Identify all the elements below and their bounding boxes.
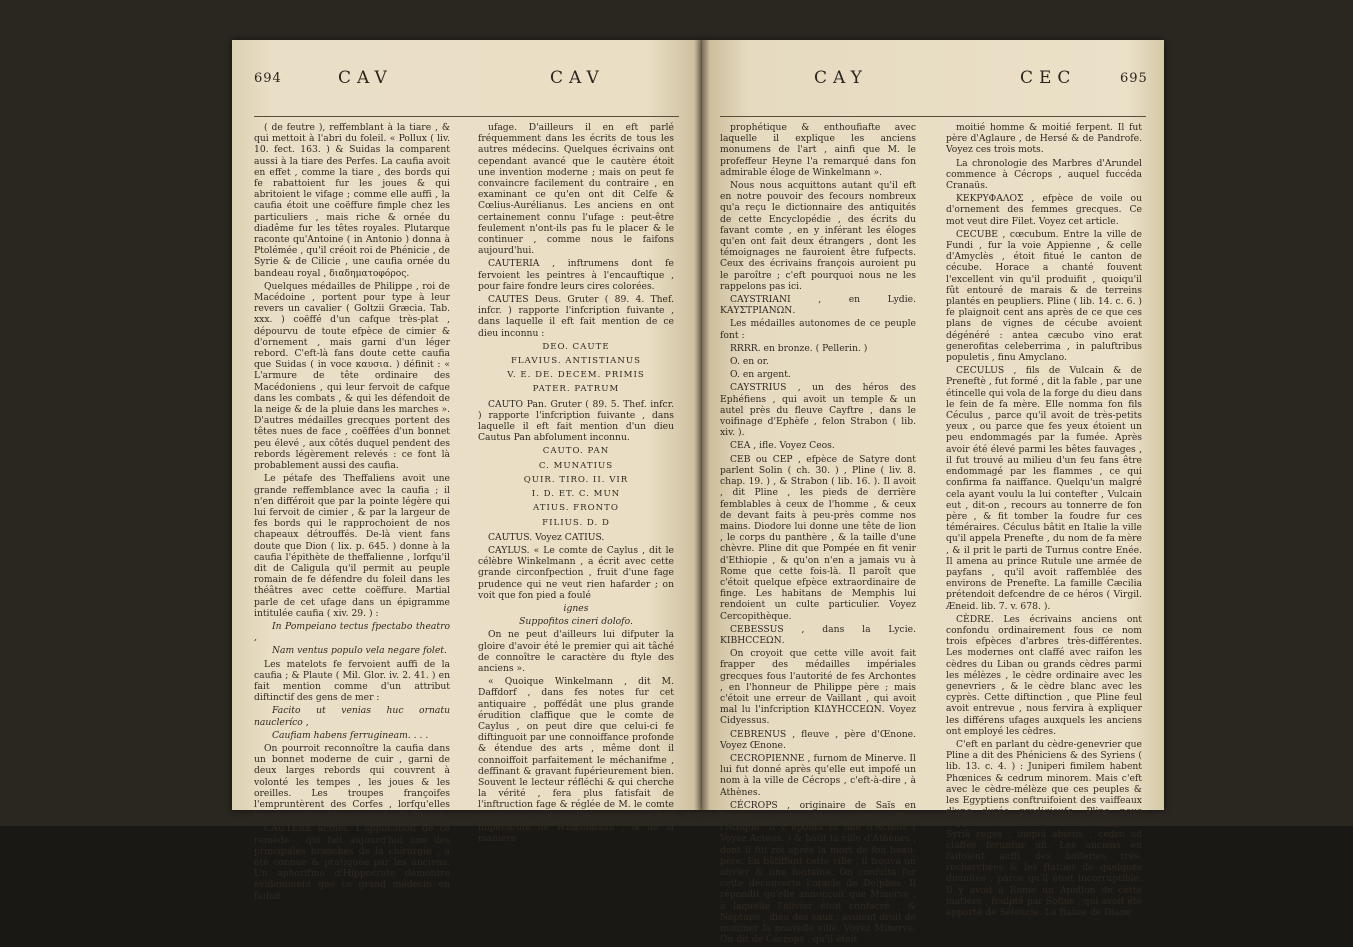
paragraph: ΚΕΚΡΥΦΑΛΟΣ , efpèce de voile ou d'ornement des femmes grecques. Ce mot veut dire Filet. Voyez cet article.	[946, 193, 1142, 227]
paragraph: CECULUS , fils de Vulcain & de Preneftè , fut formé , dit la fable , par une étincelle qui vola de la forge du dieu dans le fein de fa mère. Elle nomma fon fils Céculus , parce qu'il avoit de très-petits yeux , ou parce que fes yeux étoient un peu endommagés par la fumée. Après avoir été élevé parmi les bêtes fauvages , il fut trouvé au milieu d'un feu fans être endommagé par les flammes , ce qui confirma fa naiffance. Quelqu'un malgré cela ayant voulu la lui contefter , Vulcain eut , dit-on , recours au tonnerre de fon père , & fit tomber la foudre fur ces téméraires. Céculus bâtit en Italie la ville qu'il appela Prenefte , du nom de fa mère , & il prit le parti de Turnus contre Enée. Il amena au prince Rutule une armée de payfans , qu'il avoit raffemblée des environs de Prenefte. La famille Cæcilia prétendoit defcendre de ce héros ( Virgil. Æneid. lib. 7. v. 678. ).	[946, 365, 1142, 612]
paragraph: CAUTES Deus. Gruter ( 89. 4. Thef. infcr. ) rapporte l'infcription fuivante , dans laquelle il eft fait mention de ce dieu inconnu :	[478, 294, 674, 339]
right-running-head	[702, 68, 1164, 90]
paragraph: O. en or.	[730, 356, 769, 368]
inscription-line: ATIUS. FRONTO	[533, 503, 619, 514]
paragraph: CECROPIENNE , furnom de Minerve. Il lui fut donné après qu'elle eut impofé un nom à la ville de Cécrops , c'eft-à-dire , à Athènes.	[720, 752, 916, 798]
paragraph: CEBESSUS , dans la Lycie. ΚΙΒΗCCΕΩΝ.	[720, 623, 916, 646]
inscription-line: FLAVIUS. ANTISTIANUS	[510, 356, 642, 367]
right-column-2	[946, 122, 1142, 920]
paragraph: « Quoique Winkelmann , dit M. Daffdorf , dans fes notes fur cet antiquaire , poffédât une plus grande érudition claffique que le comte de Caylus , on peut dire que celui-ci fe diftinguoit par une connoiffance profonde & étendue des arts , même dont il connoiffoit parfaitement le méchanifme , deffinant & gravant fupérieurement bien. Souvent le lecteur réfléchi & qui cherche la vérité , fera plus fatisfait de l'inftruction fage & réglée de M. le comte de Caylus , que de l'infpiration par fois impétueufe de Winkelmann , & de la manière	[478, 676, 674, 844]
paragraph: CECUBE , cœcubum. Entre la ville de Fundi , fur la voie Appienne , & celle d'Amyclès , étoit fitué le canton de cécube. Horace a chanté fouvent l'excellent vin qu'il produifit , quoiqu'il fût entouré de marais & de terreins plantés en peupliers. Pline ( lib. 14. c. 6. ) fe plaignoit cent ans après de ce que ces plans de vignes de cécube avoient dégénéré : antea cæcubo vino erat generofitas celeberrima , in paluftribus populetis , finu Amyclano.	[946, 228, 1142, 364]
paragraph: CÈDRE. Les écrivains anciens ont confondu ordinairement fous ce nom trois efpèces d'arbres très-différentes. Les modernes ont claffé avec raifon les cèdres du Liban ou grands cèdres parmi les mélèzes , le cèdre ordinaire avec les genevriers , & le cèdre blanc avec les cyprès. Cette diftinction , que Pline feul avoit entrevue , nous fervira à expliquer les différens ufages auxquels les anciens ont employé les cèdres.	[946, 613, 1142, 737]
running-head-right-1: CAY	[814, 68, 868, 88]
paragraph: CEB ou CEP , efpèce de Satyre dont parlent Solin ( ch. 30. ) , Pline ( liv. 8. chap. 19. ) , & Strabon ( lib. 16. ). Il avoit , dit Pline , les pieds de derrière femblables à ceux de l'homme , & ceux de devant faits à peu-près comme nos mains. Diodore lui donne une tête de lion , le corps du panthère , & la taille d'une chèvre. Pline dit que Pompée en fit venir d'Ethiopie , & qu'on n'en a jamais vu à Rome que cette fois-là. Il paroît que c'étoit quelque efpèce extraordinaire de finge. Les habitans de Memphis lui rendoient un culte particulier. Voyez Cercopithèque.	[720, 453, 916, 622]
inscription-line: DEO. CAUTE	[542, 341, 610, 352]
verse-line: Caufiam habens ferrugineam. . . .	[272, 729, 429, 741]
left-column-1	[254, 122, 450, 904]
paragraph: Les matelots fe fervoient auffi de la caufia ; & Plaute ( Mil. Glor. iv. 2. 41. ) en fait mention comme d'un attribut diftinctif des gens de mer :	[254, 658, 450, 704]
paragraph: C'eft en parlant du cèdre-genevrier que Pline a dit des Phéniciens & des Syriens ( lib. 13. c. 4. ) : Juniperi fimilem habent Phœnices & cedrum minorem. Mais c'eft avec le cèdre-mélèze que ces peuples & les Egyptiens conftruifoient des vaiffeaux d'une durée prodigieufe. Pline nous l'apprend ( lib. 16. 40. ) : In Ægypto & Syriâ reges , inopiâ abietis , cedro ad claffes feruntur ufi. Les anciens en faifoient auffi des boiferies très-recherchées & les ftatues de quelques divinités , parce qu'il étoit incorruptible. Il y avoit à Rome un Apollon de cette matière , fculpté par Sofius , qui avoit été apporté de Séleucie. La ftatue de Diane	[946, 738, 1142, 919]
inscription-line: V. E. DE. DECEM. PRIMIS	[507, 370, 645, 381]
paragraph: CAYSTRIUS , un des héros des Ephéfiens , qui avoit un temple & un autel près du fleuve Cayftre , dans le voifinage d'Ephèfe , felon Strabon ( lib. xiv. ).	[720, 382, 916, 439]
inscription-line: FILIUS. D. D	[542, 517, 610, 528]
inscription-line: PATER. PATRUM	[532, 384, 620, 395]
paragraph: CEA , ifle. Voyez Ceos.	[730, 440, 835, 452]
paragraph: On ne peut d'ailleurs lui difputer la gloire d'avoir été le premier qui ait tâché de connoître le caractère du ftyle des anciens ».	[478, 629, 674, 674]
verse-line: Suppofitos cineri dolofo.	[519, 616, 633, 628]
header-rule	[254, 116, 679, 117]
inscription-line: C. MUNATIUS	[538, 460, 614, 471]
paragraph: Nous nous acquittons autant qu'il eft en notre pouvoir des fecours nombreux qu'a reçu le dictionnaire des antiquités de cette Encyclopédie , des écrits du favant comte , en y inférant les éloges qu'en ont fait deux étrangers , dont les témoignages ne fauroient être fufpects. Ceux des écrivains françois auroient pu le paroître ; c'eft pourquoi nous ne les rappelons pas ici.	[720, 180, 916, 292]
running-head-right-2: CEC	[1020, 68, 1077, 88]
left-column-2	[478, 122, 674, 846]
paragraph: CAUTÈRE actuel. L'application de ce remède , qui fait aujourd'hui une des principales branches de la chirurgie , a été connue & pratiquée par les anciens. Un aphorifme d'Hippocrate démontre évidemment que ce grand médecin en faifoit	[254, 823, 450, 902]
page-number-right: 695	[1120, 71, 1148, 86]
right-page	[702, 40, 1164, 946]
verse-line: Nam ventus populo vela negare folet.	[272, 645, 447, 657]
paragraph: On pourroit reconnoître la caufia dans un bonnet moderne de cuir , garni de deux larges rebords qui couvrent à volonté les tempes , les joues & les oreilles. Les troupes françoifes l'empruntèrent des Corfes , lorfqu'elles les combattirent fous le règne du feu roi.	[254, 742, 450, 822]
paragraph: CAYSTRIANI , en Lydie. ΚΑΥΣΤΡΙΑΝΩΝ.	[720, 294, 916, 317]
paragraph: CÉCROPS , originaire de Saïs en Egypte , amena une colonie dans l'Attique. Il y époufa la fille d'Actéus ( Voyez Acteus. ) & bâtit la ville d'Athènes , dont il fut roi après la mort de fon beau-père. En bâtiffant cette ville , il trouva un olivier & une fontaine. On confulta fur cette découverte l'oracle de Delphes. Il répondit qu'elle annonçoit que Minerve , à laquelle l'olivier étoit confacré , & Neptune , dieu des eaux , avoient droit de nommer la nouvelle ville. Voyez Minerve. On dit de Cécrops , qu'il étoit	[720, 799, 916, 946]
right-column-1	[720, 122, 916, 947]
left-page	[232, 40, 702, 902]
verse-line: ignes	[563, 602, 589, 614]
verse-line: In Pompeiano tectus fpectabo theatro ,	[254, 620, 450, 644]
paragraph: Les médailles autonomes de ce peuple font :	[720, 318, 916, 341]
paragraph: CEBRENUS , fleuve , père d'Œnone. Voyez Œnone.	[720, 728, 916, 751]
running-head-left-1: CAV	[338, 68, 393, 88]
paragraph: ufage. D'ailleurs il en eft parlé fréquemment dans les écrits de tous les autres médecins. Quelques écrivains ont cependant avancé que le cautère étoit une invention moderne ; mais on peut fe convaincre facilement du contraire , en examinant ce qu'en ont dit Celfe & Cœlius-Aurélianus. Les anciens en ont certainement connu l'ufage : peut-être feulement n'ont-ils pas fu le placer & le continuer , comme nous le faifons aujourd'hui.	[478, 122, 674, 257]
inscription-line: QUIR. TIRO. II. VIR	[523, 474, 629, 485]
paragraph: prophétique & enthoufiafte avec laquelle il explique les anciens monumens de l'art , ainfi que M. le profeffeur Heyne l'a remarqué dans fon admirable éloge de Winkelmann ».	[720, 122, 916, 178]
paragraph: La chronologie des Marbres d'Arundel commence à Cécrops , auquel fuccéda Cranaüs.	[946, 157, 1142, 192]
paragraph: CAYLUS. « Le comte de Caylus , dit le célèbre Winkelmann , a écrit avec cette grande circonfpection , fruit d'une fage prudence qui ne veut rien hafarder ; on voit que fon pied a foulé	[478, 544, 674, 601]
verse-line: Facito ut venias huc ornatu naucleríco ,	[254, 705, 450, 728]
paragraph: CAUTUS. Voyez CATIUS.	[488, 531, 605, 543]
running-head-left-2: CAV	[550, 68, 605, 88]
paragraph: Le pétafe des Theffaliens avoit une grande reffemblance avec la caufia ; il n'en différoit que par la pointe légère qui lui fervoit de cimier , & par la largeur de fes bords qui le rapprochoient de nos chapeaux détrouffés. De-là vient fans doute que Dion ( lix. p. 645. ) donne à la caufia l'épithète de theffalienne , lorfqu'il dit de Caligula qu'il permit au peuple romain de fe défendre du foleil dans les théâtres avec cette coëffure. Martial parle de cet ufage dans un épigramme intitulée caufia ( xiv. 29. ) :	[254, 473, 450, 619]
left-running-head	[232, 68, 702, 90]
paragraph: On croyoit que cette ville avoit fait frapper des médailles impériales grecques fous l'autorité de fes Archontes , en l'honneur de Philippe père ; mais c'étoit une erreur de Vaillant , qui avoit mal lu l'infcription ΚΙΔΥΗCCΕΩΝ. Voyez Cidyessus.	[720, 648, 916, 727]
paragraph: CAUTO Pan. Gruter ( 89. 5. Thef. infcr. ) rapporte l'infcription fuivante , dans laquelle il eft fait mention d'un dieu Cautus Pan abfolument inconnu.	[478, 398, 674, 444]
inscription-line: CAUTO. PAN	[542, 446, 610, 457]
page-number-left: 694	[254, 71, 282, 86]
paragraph: O. en argent.	[730, 369, 791, 381]
header-rule	[720, 116, 1146, 117]
paragraph: moitié homme & moitié ferpent. Il fut père d'Aglaure , de Hersé & de Pandrofe. Voyez ces trois mots.	[946, 122, 1142, 156]
book-gutter	[694, 40, 710, 810]
inscription-line: I. D. ET. C. MUN	[531, 489, 621, 500]
paragraph: Quelques médailles de Philippe , roi de Macédoine , portent pour type à leur revers un cavalier ( Goltzii Græcia. Tab. xxx. ) coëffé d'un cafque très-plat , dépourvu de toute efpèce de cimier & d'ornement , mais garni d'un léger rebord. C'eft-là fans doute cette caufia que Suidas ( in voce καυσια. ) définit : « L'armure de tête ordinaire des Macédoniens , qui leur fervoit de cafque dans les combats , & qui les défendoit de la neige & de la pluie dans les marches ». D'autres médailles grecques portent des têtes nues de face , coëffées d'un bonnet peu élevé , aux côtés duquel pendent des rebords légèrement relevés : ce font là probablement aussi des caufia.	[254, 280, 450, 472]
paragraph: CAUTERIA , inftrumens dont fe fervoient les peintres à l'encauftique , pour faire fondre leurs cires colorées.	[478, 258, 674, 292]
paragraph: ( de feutre ), reffemblant à la tiare , & qui mettoit à l'abri du foleil. « Pollux ( liv. 10. fect. 163. ) & Suidas la comparent aussi à la tiare des Perfes. La caufia avoit en effet , comme la tiare , des bords qui fe rabattoient fur les joues & qui abritoient le vifage ; comme elle auffi , la caufia étoit une coëffure fimple chez les particuliers , mais riche & ornée du diadême fur les têtes royales. Plutarque raconte qu'Antoine ( in Antonio ) donna à Ptolémée , qu'il créoit roi de Phénicie , de Syrie & de Cilicie , une caufia ornée du bandeau royal , διαδηματοφόρος.	[254, 122, 450, 279]
paragraph: RRRR. en bronze. ( Pellerin. )	[730, 342, 868, 354]
